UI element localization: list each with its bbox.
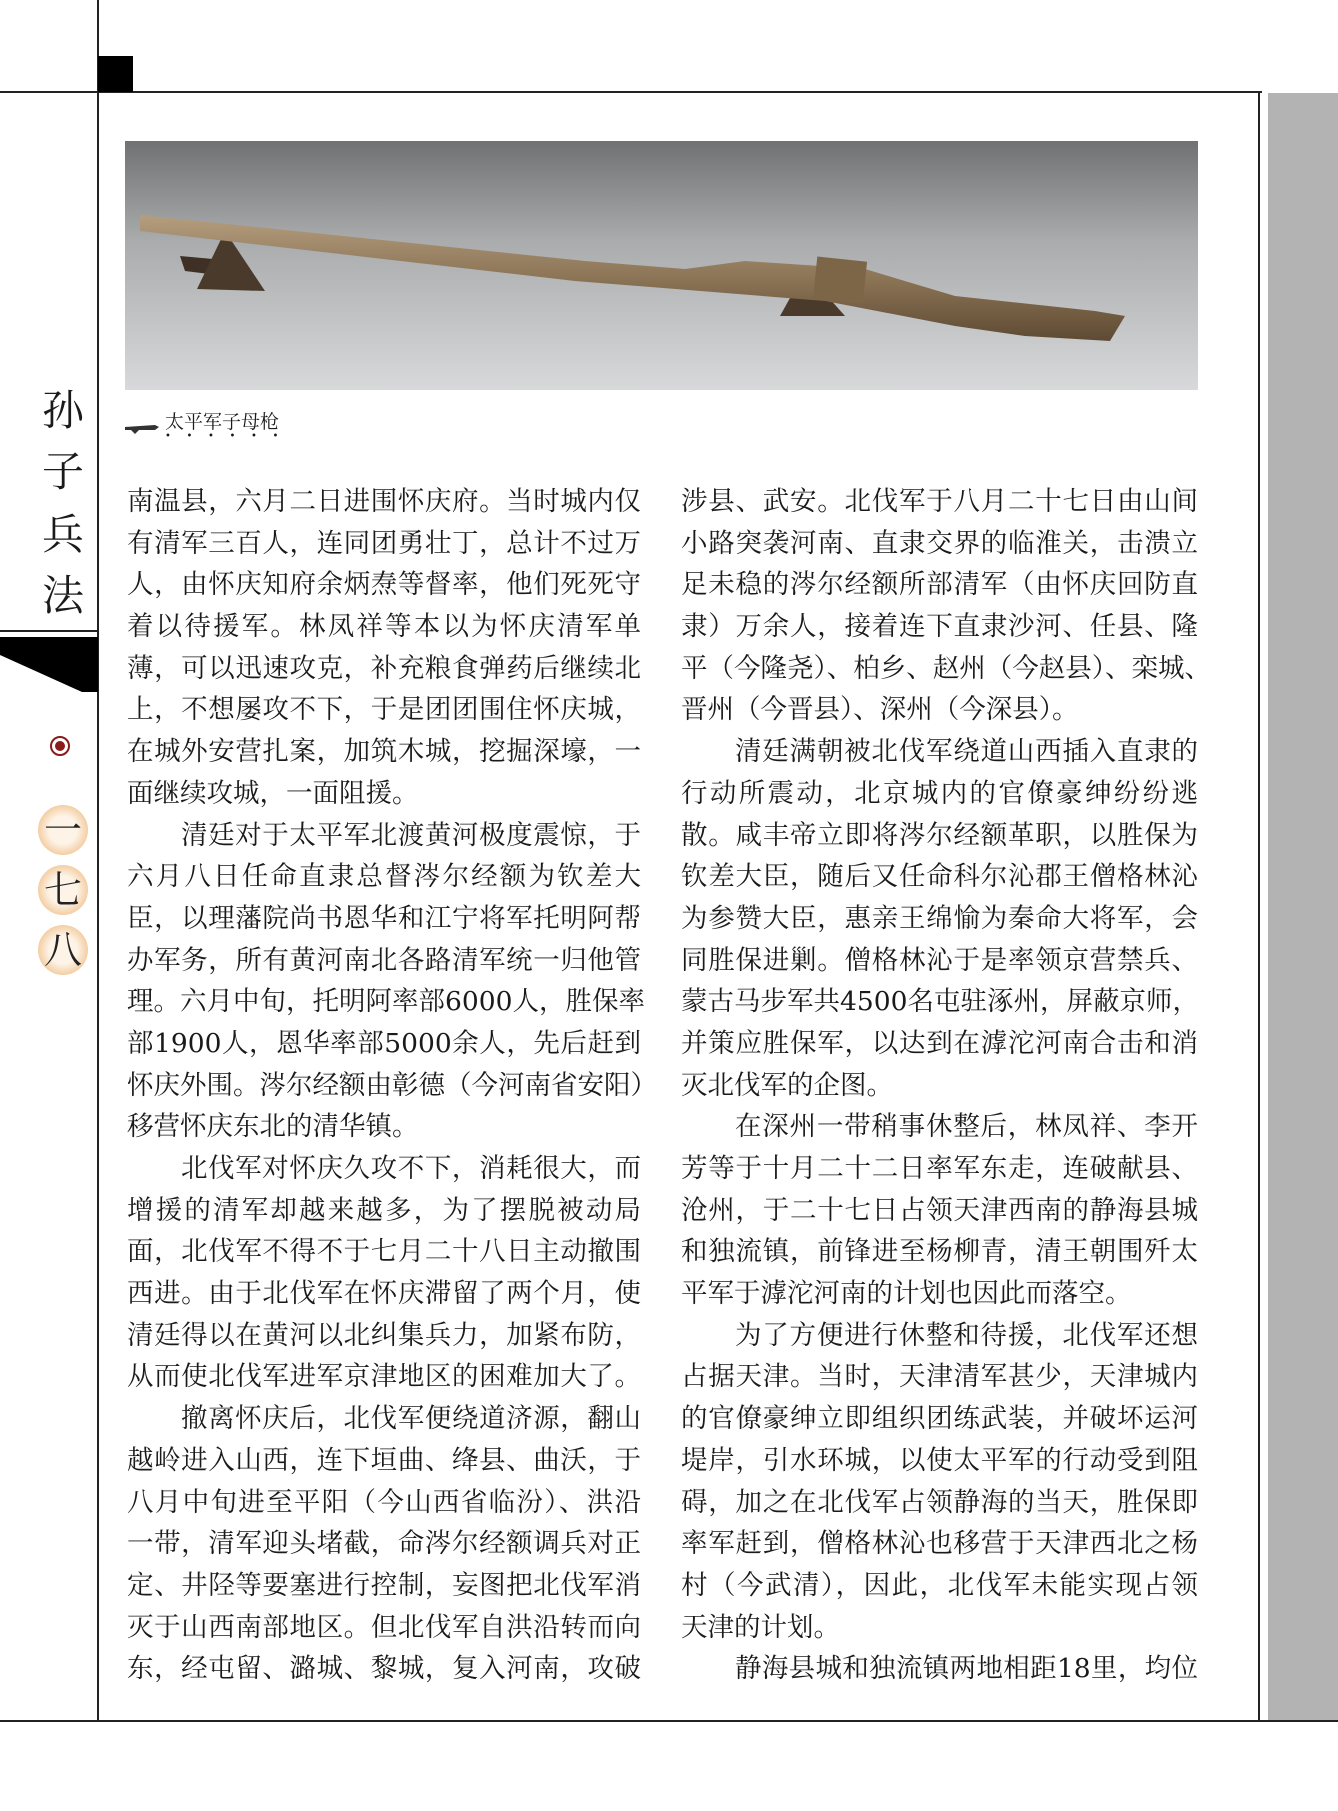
body-text-right-column <box>681 481 1211 1690</box>
text-line: 灭于山西南部地区。但北伐军自洪沿转而向 <box>127 1611 641 1643</box>
text-line: 六月八日任命直隶总督涔尔经额为钦差大 <box>127 861 641 893</box>
text-line: 清廷满朝被北伐军绕道山西插入直隶的 <box>735 736 1198 768</box>
caption-emphasis-dots: •••••• <box>165 431 294 442</box>
text-line: 部1900人，恩华率部5000余人，先后赶到 <box>127 1027 641 1059</box>
text-line: 村（今武清），因此，北伐军未能实现占领 <box>681 1569 1198 1601</box>
text-line: 率军赶到，僧格林沁也移营于天津西北之杨 <box>681 1528 1198 1560</box>
text-line: 堤岸，引水环城，以使太平军的行动受到阻 <box>681 1444 1198 1476</box>
text-line: 薄，可以迅速攻克，补充粮食弹药后继续北 <box>127 652 641 684</box>
text-line: 在城外安营扎案，加筑木城，挖掘深壕，一 <box>127 736 641 768</box>
text-line: 散。咸丰帝立即将涔尔经额革职，以胜保为 <box>681 819 1198 851</box>
body-text-left-column <box>127 481 657 1690</box>
text-line: 北伐军对怀庆久攻不下，消耗很大，而 <box>181 1153 641 1184</box>
sidebar-rule <box>0 630 98 632</box>
text-line: 着以待援军。林凤祥等本以为怀庆清军单 <box>127 611 641 643</box>
text-line: 和独流镇，前锋进至杨柳青，清王朝围歼太 <box>681 1236 1198 1268</box>
text-line: 涉县、武安。北伐军于八月二十七日由山间 <box>681 486 1198 517</box>
page-number-seal: 七 <box>38 865 88 915</box>
text-line: 小路突袭河南、直隶交界的临淮关，击溃立 <box>681 527 1198 559</box>
text-line: 上，不想屡攻不下，于是团团围住怀庆城， <box>127 694 641 726</box>
text-line: 理。六月中旬，托明阿率部6000人，胜保率 <box>127 986 645 1018</box>
header-rule <box>0 91 1262 93</box>
text-line: 面，北伐军不得不于七月二十八日主动撤围 <box>127 1236 641 1268</box>
text-line: 隶）万余人，接着连下直隶沙河、任县、隆 <box>681 611 1198 643</box>
text-line: 一带，清军迎头堵截，命涔尔经额调兵对正 <box>127 1528 641 1560</box>
text-line: 面继续攻城，一面阻援。 <box>127 777 419 809</box>
text-line: 钦差大臣，随后又任命科尔沁郡王僧格林沁 <box>681 861 1198 893</box>
text-line: 臣，以理藩院尚书恩华和江宁将军托明阿帮 <box>127 902 641 934</box>
book-title-char: 法 <box>41 571 84 620</box>
bullet-dot-icon <box>50 736 70 756</box>
text-line: 人，由怀庆知府余炳焘等督率，他们死死守 <box>127 569 641 601</box>
text-line: 静海县城和独流镇两地相距18里，均位 <box>735 1653 1198 1685</box>
left-margin-rule <box>97 0 99 1722</box>
text-line: 平（今隆尧）、柏乡、赵州（今赵县）、栾城、 <box>681 652 1211 684</box>
right-margin-rule <box>1258 91 1260 1722</box>
text-line: 西进。由于北伐军在怀庆滞留了两个月，使 <box>127 1278 641 1310</box>
text-line: 为参赞大臣，惠亲王绵愉为秦命大将军，会 <box>681 902 1198 934</box>
text-line: 增援的清军却越来越多，为了摆脱被动局 <box>127 1194 641 1226</box>
text-line: 在深州一带稍事休整后，林凤祥、李开 <box>735 1111 1198 1143</box>
text-line: 行动所震动，北京城内的官僚豪绅纷纷逃 <box>681 777 1198 809</box>
gun-image <box>125 141 1198 390</box>
text-line: 清廷得以在黄河以北纠集兵力，加紧布防， <box>127 1319 641 1351</box>
text-line: 办军务，所有黄河南北各路清军统一归他管 <box>127 944 641 976</box>
text-line: 南温县，六月二日进围怀庆府。当时城内仅 <box>127 486 641 517</box>
footer-rule <box>0 1720 1338 1722</box>
book-title-char: 孙 <box>41 386 84 435</box>
text-line: 足未稳的涔尔经额所部清军（由怀庆回防直 <box>681 569 1198 601</box>
right-edge-band <box>1268 93 1338 1720</box>
text-line: 蒙古马步军共4500名屯驻涿州，屏蔽京师， <box>681 986 1199 1018</box>
text-line: 碍，加之在北伐军占领静海的当天，胜保即 <box>681 1486 1198 1518</box>
text-line: 天津的计划。 <box>681 1611 840 1643</box>
text-line: 并策应胜保军，以达到在滹沱河南合击和消 <box>681 1027 1198 1059</box>
page-number-seal: 八 <box>38 925 88 975</box>
book-title-char: 兵 <box>41 510 84 559</box>
gun-photo <box>125 141 1198 390</box>
text-line: 晋州（今晋县）、深州（今深县）。 <box>681 694 1079 726</box>
text-line: 定、井陉等要塞进行控制，妄图把北伐军消 <box>127 1569 641 1601</box>
text-line: 为了方便进行休整和待援，北伐军还想 <box>735 1319 1198 1351</box>
text-line: 清廷对于太平军北渡黄河极度震惊，于 <box>181 819 641 851</box>
text-line: 撤离怀庆后，北伐军便绕道济源，翻山 <box>181 1403 641 1435</box>
corner-block <box>98 56 133 92</box>
text-line: 移营怀庆东北的清华镇。 <box>127 1111 419 1143</box>
text-line: 芳等于十月二十二日率军东走，连破献县、 <box>681 1153 1198 1184</box>
page-number-seal: 一 <box>38 805 88 855</box>
gun-caption-icon <box>125 421 159 435</box>
text-line: 的官僚豪绅立即组织团练武装，并破坏运河 <box>681 1403 1198 1435</box>
figure-caption: 太平军子母枪 <box>165 411 280 433</box>
text-line: 怀庆外围。涔尔经额由彰德（今河南省安阳） <box>127 1069 657 1101</box>
sidebar-wedge <box>0 637 98 692</box>
book-title-char: 子 <box>41 447 84 496</box>
text-line: 同胜保进剿。僧格林沁于是率领京营禁兵、 <box>681 944 1198 976</box>
text-line: 占据天津。当时，天津清军甚少，天津城内 <box>681 1361 1198 1393</box>
text-line: 平军于滹沱河南的计划也因此而落空。 <box>681 1278 1132 1310</box>
text-line: 灭北伐军的企图。 <box>681 1069 893 1101</box>
text-line: 从而使北伐军进军京津地区的困难加大了。 <box>127 1361 641 1393</box>
text-line: 越岭进入山西，连下垣曲、绛县、曲沃，于 <box>127 1444 641 1476</box>
text-line: 八月中旬进至平阳（今山西省临汾）、洪沿 <box>127 1486 641 1518</box>
text-line: 沧州，于二十七日占领天津西南的静海县城 <box>681 1194 1198 1226</box>
text-line: 有清军三百人，连同团勇壮丁，总计不过万 <box>127 527 641 559</box>
text-line: 东，经屯留、潞城、黎城，复入河南，攻破 <box>127 1653 641 1685</box>
